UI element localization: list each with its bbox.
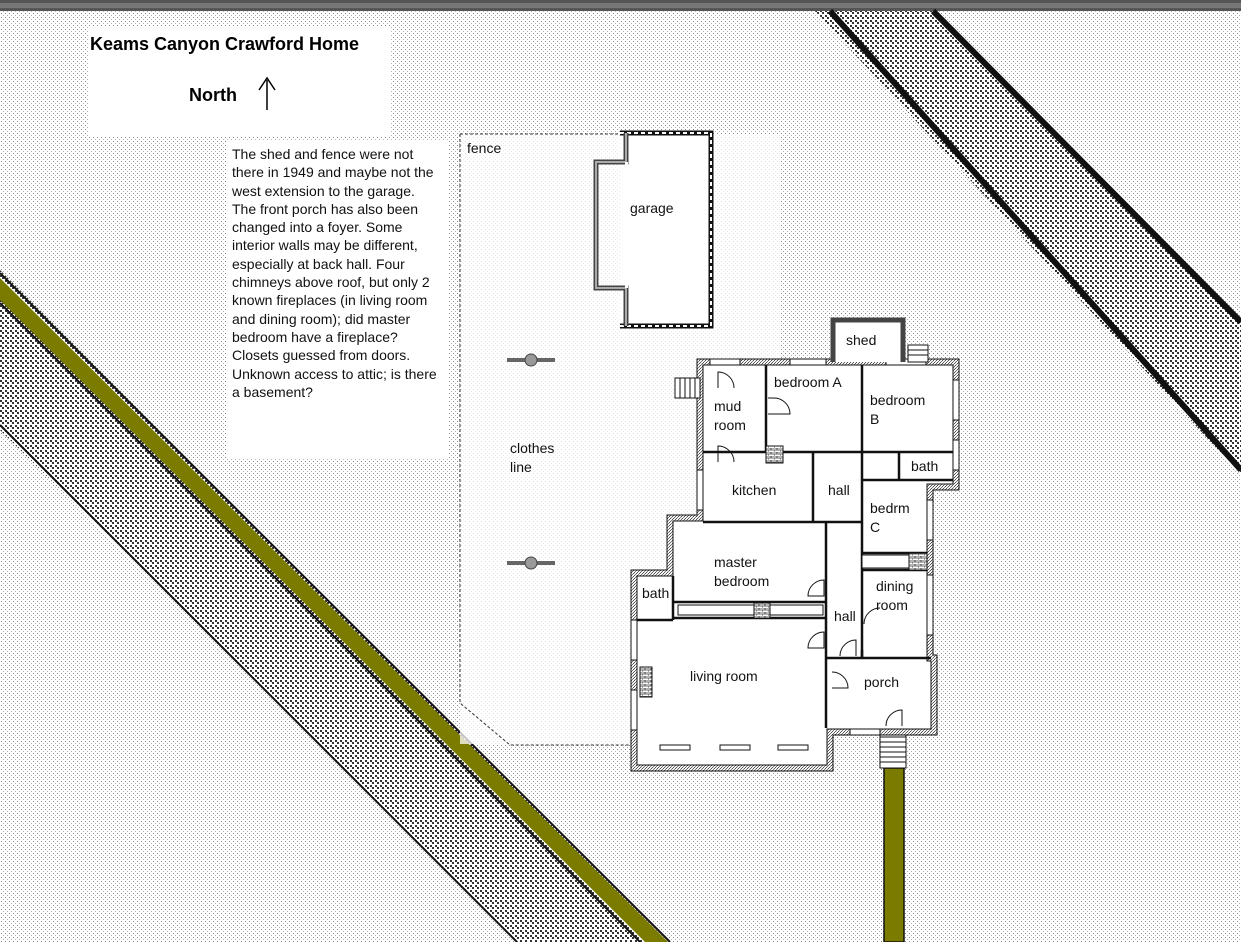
mud-room-label-line2: room xyxy=(714,417,746,433)
bath-west-label: bath xyxy=(642,585,670,601)
hall-south-label: hall xyxy=(834,608,856,624)
notes-paragraph: The shed and fence were not there in 1949 and maybe not the west extension to the garage. The front porch has also been changed into a foyer. Some interior walls may be different, especially at back hall. Four chimneys above roof, but only 2 known fireplaces (in living room and dining room); did master bedroom have a fireplace? Closets guessed from doors. Unknown access to attic; is there a basement? xyxy=(232,146,437,400)
front-walkway xyxy=(880,732,906,942)
dining-room-label-line1: dining xyxy=(876,578,914,594)
porch-label: porch xyxy=(864,674,900,690)
bedroom-a-label: bedroom A xyxy=(774,374,842,390)
living-room-label: living room xyxy=(690,668,758,684)
bedroom-b-label-line1: bedroom xyxy=(870,392,926,408)
fence-label: fence xyxy=(467,140,502,156)
garage-label: garage xyxy=(630,200,674,216)
mud-room-label-line1: mud xyxy=(714,398,742,414)
kitchen-label: kitchen xyxy=(732,482,777,498)
bedroom-b-label-line2: B xyxy=(870,411,880,427)
shed-label: shed xyxy=(846,332,877,348)
clothes-line-label-line2: line xyxy=(510,459,532,475)
back-stairs xyxy=(675,378,700,398)
north-label: North xyxy=(189,85,237,105)
master-bedroom-label-line1: master xyxy=(714,554,757,570)
bath-east-label: bath xyxy=(911,458,939,474)
diagram-title: Keams Canyon Crawford Home xyxy=(90,34,360,54)
bedrm-c-label-line2: C xyxy=(870,519,881,535)
master-bedroom-label-line2: bedroom xyxy=(714,573,770,589)
bedrm-c-label-line1: bedrm xyxy=(870,500,910,516)
dining-room-label-line2: room xyxy=(876,597,908,613)
hall-north-label: hall xyxy=(828,482,850,498)
shed-steps xyxy=(908,345,928,362)
clothes-line-label-line1: clothes xyxy=(510,440,555,456)
